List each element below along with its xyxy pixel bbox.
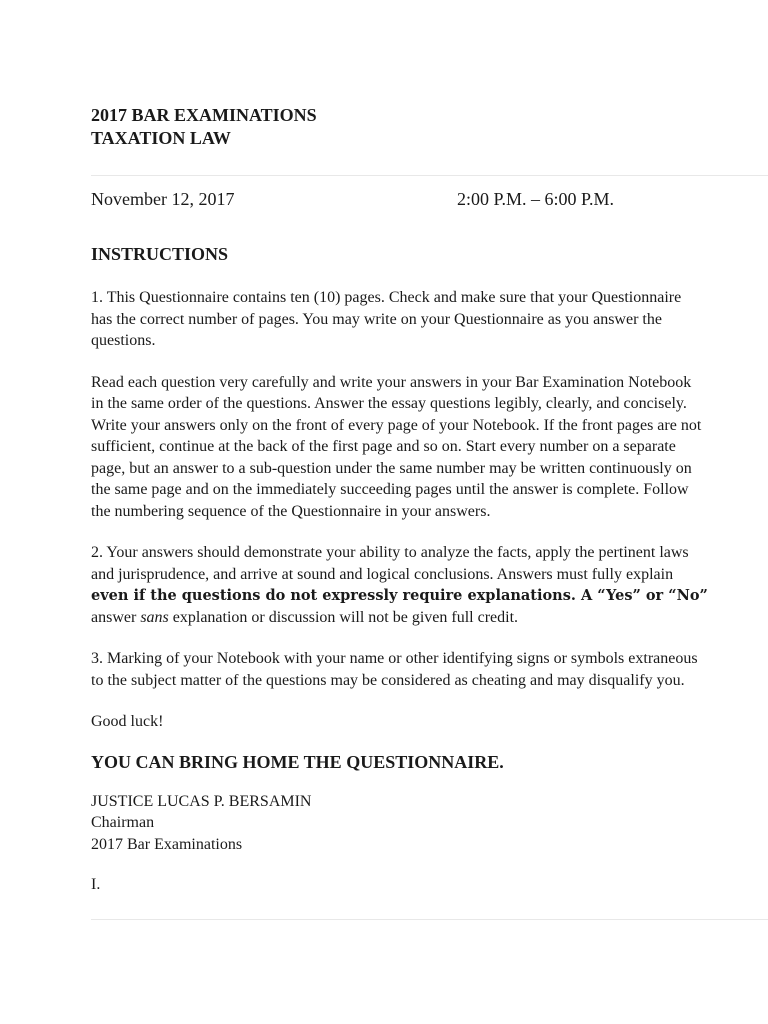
- instructions-heading: INSTRUCTIONS: [91, 244, 229, 264]
- exam-document: [91, 104, 768, 920]
- text-fragment: explanation or discussion will not be given full credit.: [168, 608, 519, 626]
- exam-subject: TAXATION LAW: [91, 128, 231, 148]
- divider-top: [91, 175, 768, 176]
- text-line: the same page and on the immediately succeeding pages until the answer is complete. Follow: [91, 481, 689, 498]
- text-line: Read each question very carefully and write your answers in your Bar Examination Notebook: [91, 373, 692, 391]
- text-fragment: answer: [91, 608, 141, 626]
- instruction-paragraph-4: [91, 648, 768, 691]
- bring-home-notice: YOU CAN BRING HOME THE QUESTIONNAIRE.: [91, 751, 504, 772]
- exam-time: 2:00 P.M. – 6:00 P.M.: [457, 189, 615, 209]
- signatory-role: Chairman: [91, 814, 155, 831]
- text-line: to the subject matter of the questions may be considered as cheating and may disqualify you.: [91, 671, 685, 689]
- exam-header: [91, 104, 768, 150]
- text-line: questions.: [91, 332, 156, 349]
- italic-text: sans: [140, 608, 169, 626]
- text-line: in the same order of the questions. Answer the essay questions legibly, clearly, and concisely.: [91, 395, 687, 412]
- signatory-event: 2017 Bar Examinations: [91, 835, 243, 853]
- exam-title: 2017 BAR EXAMINATIONS: [91, 105, 317, 125]
- schedule-row: [91, 188, 768, 210]
- text-line: has the correct number of pages. You may write on your Questionnaire as you answer the: [91, 310, 662, 328]
- text-line: and jurisprudence, and arrive at sound and logical conclusions. Answers must fully explain: [91, 565, 674, 583]
- good-luck-text: Good luck!: [91, 713, 164, 730]
- signatory-name: JUSTICE LUCAS P. BERSAMIN: [91, 792, 312, 810]
- exam-date: November 12, 2017: [91, 189, 235, 209]
- text-line: 1. This Questionnaire contains ten (10) pages. Check and make sure that your Questionnaire: [91, 289, 682, 306]
- emphasis-text: even if the questions do not expressly require explanations: [91, 587, 571, 604]
- divider-bottom: [91, 919, 768, 920]
- text-line: [91, 607, 768, 629]
- text-line: 2. Your answers should demonstrate your ability to analyze the facts, apply the pertinent laws: [91, 544, 689, 561]
- text-line-emphasis: [91, 585, 768, 607]
- instruction-paragraph-2: [91, 372, 768, 523]
- instruction-paragraph-3: [91, 542, 768, 628]
- text-line: 3. Marking of your Notebook with your name or other identifying signs or symbols extraneous: [91, 650, 698, 667]
- instruction-paragraph-1: [91, 287, 768, 352]
- signature-block: [91, 791, 768, 856]
- text-line: page, but an answer to a sub-question under the same number may be written continuously on: [91, 459, 692, 477]
- question-number: I.: [91, 876, 101, 893]
- text-line: the numbering sequence of the Questionnaire in your answers.: [91, 502, 491, 520]
- text-line: sufficient, continue at the back of the first page and so on. Start every number on a separate: [91, 438, 676, 455]
- emphasis-text-rest: . A “Yes” or “No”: [570, 587, 708, 604]
- text-line: Write your answers only on the front of every page of your Notebook. If the front pages are not: [91, 416, 702, 434]
